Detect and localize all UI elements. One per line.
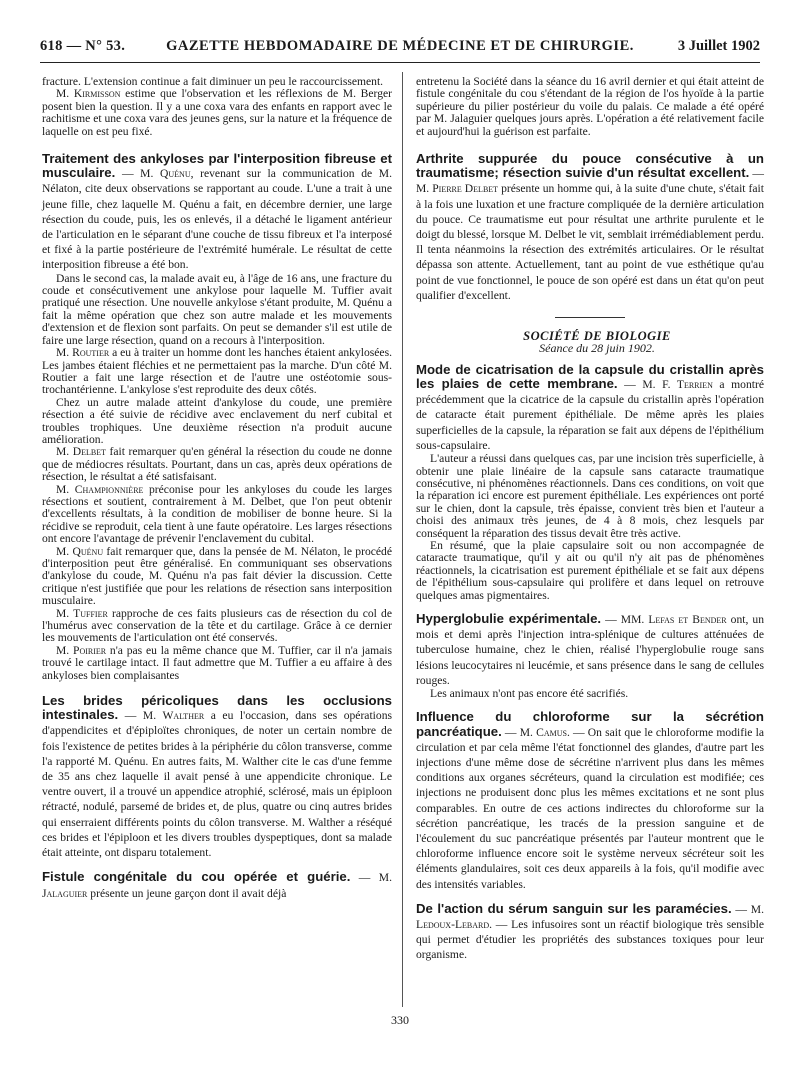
paragraph xyxy=(42,645,392,682)
section-heading xyxy=(416,710,764,891)
paragraph xyxy=(42,347,392,397)
paragraph: En résumé, que la plaie capsulaire soit ou non accompagnée de cataracte traumatique, qu'il y ait ou qu'il n'y ait pas de phénomènes réactionnels, la cicatrisation est purement épithéliale et se fait aux dépens de l'épithélium sous-capsulaire qui prolifère et dans lequel on retrouve quelques amas pigmentaires. xyxy=(416,538,764,602)
paragraph: entretenu la Société dans la séance du 16 avril dernier et qui était atteint de fistule congénitale du cou s'étendant de la région de l'os hyoïde à la partie supérieure du pilier postérieur du voile du palais. Ce malade a été opéré par M. Jalaguier quelques jours après. L'opération a été relativement facile et aujourd'hui la guérison est parfaite. xyxy=(416,75,764,138)
paragraph: Chez un autre malade atteint d'ankylose du coude, une première résection a été suivie de récidive avec enclavement du nerf cubital et troubles trophiques. Une deuxième résection n'a produit aucune amélioration. xyxy=(42,395,392,446)
author-name: M. Kirmisson xyxy=(56,87,121,101)
paragraph-text: estime que l'observation et les réflexions de M. Berger posent bien la question. Il y a une coxa vara des enfants en rapport avec le rachitisme et une coxa vara des jeunes gens, sur la nature et la fréquence de laquelle on est peu fixé. xyxy=(42,87,392,138)
paragraph-text: fait remarquer qu'en général la résection du coude ne donne que de médiocres résultats. Pourtant, dans un cas, après deux opérations de résection, le résultat a été satisfaisant. xyxy=(42,445,392,484)
author-name: M. Tuffier xyxy=(56,606,108,620)
paragraph xyxy=(42,88,392,138)
paragraph xyxy=(42,446,392,483)
section-title: Influence du chloroforme sur la sécrétion pancréatique. xyxy=(416,709,764,739)
paragraph-text: présente un jeune garçon dont il avait déjà xyxy=(87,886,287,900)
author-name: M. Poirier xyxy=(56,643,107,657)
paragraph xyxy=(42,546,392,608)
section-title: Arthrite suppurée du pouce consécutive à un traumatisme; résection suivie d'un résultat excellent. xyxy=(416,151,764,181)
page-footer-number: 330 xyxy=(391,1013,409,1027)
author-name: — M. Ledoux-Lebard. xyxy=(416,902,764,932)
author-name: — M. Pierre Delbet xyxy=(416,167,764,196)
section-divider xyxy=(555,317,625,318)
paragraph-text: a eu l'occasion, dans ses opérations d'appendicites et d'épiploïtes chroniques, de noter un certain nombre de fois l'existence de petites brides à la périphérie du côlon transverse, comme l'a rapporté M. Quénu. En autres faits, M. Walther cite le cas d'une femme de 35 ans chez laquelle il avait pensé à une appendicite chronique. Le ventre ouvert, il a trouvé un appendice atrophié, sclérosé, mais un épiploon rétracté, nodulé, parsemé de brides et, de plus, quatre ou cinq autres brides qui enserraient différents points du côlon transverse. M. Walther a réséqué ces brides et l'épiploon et les divers troubles dyspeptiques, dont sa malade était atteinte, ont disparu totalement. xyxy=(42,709,393,860)
right-column xyxy=(416,76,764,963)
author-name: — M. Camus. xyxy=(501,725,570,739)
section-heading xyxy=(416,902,764,963)
paragraph: Les animaux n'ont pas encore été sacrifiés. xyxy=(430,686,629,700)
paragraph-text: revenant sur la communication de M. Nélaton, cite deux observations se rapportant au coude. L'une a trait à une jeune fille, chez laquelle M. Quénu a fait, en décembre dernier, une large résection du coude, puis, les os enlevés, il a détaché le ligament antérieur de l'articulation en le séparant d'une couche de tissu fibreux et l'a interposé et fixé à la partie postérieure de l'extrémité humérale. Le résultat de cette interposition fibreuse a été bon. xyxy=(42,167,392,272)
issue-date: 3 Juillet 1902 xyxy=(677,38,760,54)
paragraph-text: — On sait que le chloroforme modifie la circulation et par cela même l'état fonctionnel des glandes, d'autre part les injections d'une même dose de sécrétine n'arrivent plus dans les mêmes conditions aux organes sécréteurs, quand la circulation est modifiée; ces injections ne produisent donc plus les mêmes excitations et ne sont plus comparables. En outre de ces actions indirectes du chloroforme sur la sécrétion pancréatique, les tracés de la pression sanguine et de l'écoulement du suc pancréatique présentés par l'auteur montrent que le chloroforme influence encore soit le système nerveux sécréteur soit les éléments glandulaires, soit ces deux appareils à la fois, qu'il modifie avec des intensités variables. xyxy=(416,725,764,891)
section-heading xyxy=(416,612,764,688)
column-divider xyxy=(402,72,403,1007)
section-heading xyxy=(416,363,764,453)
section-title: Mode de cicatrisation de la capsule du cristallin après les plaies de cette membrane. xyxy=(416,361,764,392)
paragraph xyxy=(42,484,392,546)
section-heading xyxy=(42,694,392,860)
page-header xyxy=(40,38,760,60)
author-name: M. Championnière xyxy=(56,482,144,496)
section-title: De l'action du sérum sanguin sur les paramécies. xyxy=(416,900,732,916)
paragraph-text: présente un homme qui, à la suite d'une chute, s'était fait à la fois une luxation et une fracture compliquée de la dernière articulation du pouce. Ce traumatisme eut pour résultat une arthrite purulente et le doigt du blessé, lorsque M. Delbet le vit, semblait irrémédiablement perdu. Il tenta néanmoins la résection des extrémités articulaires. Or le résultat dépassa son attente. Actuellement, tant au point de vue esthétique qu'au point de vue fonctionnel, le pouce de son opéré est dans un état qu'on peut qualifier d'excellent. xyxy=(416,182,764,302)
author-name: — M. Walther xyxy=(118,709,205,723)
paragraph: fracture. L'extension continue a fait diminuer un peu le raccourcissement. xyxy=(42,75,384,88)
paragraph-text: a montré précédemment que la cicatrice de la capsule du cristallin après l'opération de cataracte était purement épithéliale. De même après les plaies superficielles de la capsule, la réparation se fait aux dépens de l'épithélium sous-capsulaire. xyxy=(416,378,764,452)
paragraph xyxy=(42,608,392,645)
section-heading xyxy=(42,152,392,273)
author-name: — M. Quénu, xyxy=(115,167,194,181)
society-heading: SOCIÉTÉ DE BIOLOGIE xyxy=(523,329,671,344)
paragraph-text: n'a pas eu la même chance que M. Tuffier, car il n'a jamais trouvé le cartilage intact. Il faut admettre que M. Tuffier a eu affaire à des ankyloses bien complaisantes xyxy=(42,643,392,682)
seance-date: Séance du 28 juin 1902. xyxy=(539,341,655,356)
author-name: — M. F. Terrien xyxy=(617,378,713,392)
journal-title: GAZETTE HEBDOMADAIRE DE MÉDECINE ET DE CHIRURGIE. xyxy=(166,38,634,54)
author-name: M. Routier xyxy=(56,346,110,360)
author-name: — MM. Lefas et Bender xyxy=(601,612,727,626)
paragraph-text: préconise pour les ankyloses du coude les larges résections et soutient, contrairement à M. Delbet, que l'on peut obtenir d'excellents résultats, à la condition de mobiliser de bonne heure. Si la récidive se reproduit, cela tient à une faute opératoire. Les larges résections ont encore l'avantage de prévenir l'enclavement du cubital. xyxy=(42,482,392,546)
author-name: M. Quénu xyxy=(56,544,104,558)
left-column xyxy=(42,76,392,901)
section-title: Les brides péricoliques dans les occlusions intestinales. xyxy=(42,693,392,723)
author-name: M. Delbet xyxy=(56,445,107,459)
header-rule xyxy=(40,62,760,63)
section-heading xyxy=(42,870,392,900)
section-title: Hyperglobulie expérimentale. xyxy=(416,610,602,626)
section-title: Traitement des ankyloses par l'interposition fibreuse et musculaire. xyxy=(42,151,392,181)
author-name: — M. Jalaguier xyxy=(42,871,392,900)
paragraph-text: rapproche de ces faits plusieurs cas de résection du col de l'humérus avec conservation de la tête et du cartilage. Grâce à ce dernier les mouvements de l'articulation ont été conservés. xyxy=(42,606,393,645)
section-title: Fistule congénitale du cou opérée et guérie. xyxy=(42,869,351,885)
paragraph: Dans le second cas, la malade avait eu, à l'âge de 16 ans, une fracture du coude et consécutivement une ankylose pour laquelle M. Tuffier avait pratiqué une résection. Une nouvelle ankylose s'étant produite, M. Quénu a fait la même opération que chez son autre malade et les mouvements d'extension et de flexion sont parfaits. On peut se demander s'il est utile de faire une large résection, quand on a recours à l'interposition. xyxy=(42,271,392,347)
paragraph: L'auteur a réussi dans quelques cas, par une incision très superficielle, à obtenir une plaie linéaire de la capsule sans cataracte traumatique consécutive, ni phénomènes réactionnels. Dans ces conditions, on voit que la réparation ici encore est purement épithéliale. Les expériences ont porté sur le chien, dont la capsule, très épaisse, convient très bien et l'auteur a choisi des animaux très jeunes, de 4 à 8 mois, chez lesquels par conséquent la réparation des tissus devait être très active. xyxy=(416,452,764,540)
paragraph-text: fait remarquer que, dans la pensée de M. Nélaton, le procédé d'interposition peut être généralisé. En communiquant ses observations d'ankylose du coude, M. Quénu n'a pas fait dévier la discussion. Cette critique n'est justifiée que pour les relations de résection sans interposition musculaire. xyxy=(42,544,392,608)
paragraph-text: — Les infusoires sont un réactif biologique très sensible qui permet d'étudier les propriétés des substances toxiques pour leur organisme. xyxy=(416,918,764,962)
section-heading xyxy=(416,152,764,303)
page-number: 618 — N° 53. xyxy=(40,38,126,54)
paragraph-text: ont, un mois et demi après l'injection intra-splénique de cultures atténuées de tuberculose humaine, chez le chien, réalisé l'hyperglobulie rouge sans lésions leucocytaires ni leucémie, et sans présence dans le sang de cellules rouges. xyxy=(416,612,765,687)
paragraph-text: a eu à traiter un homme dont les hanches étaient ankylosées. Les jambes étaient fléchies et ne permettaient pas la marche. D'un côté M. Routier a fait une large résection et de l'autre une ostéotomie sous-trochantérienne. L'ankylose s'est reproduite des deux côtés. xyxy=(42,346,392,397)
